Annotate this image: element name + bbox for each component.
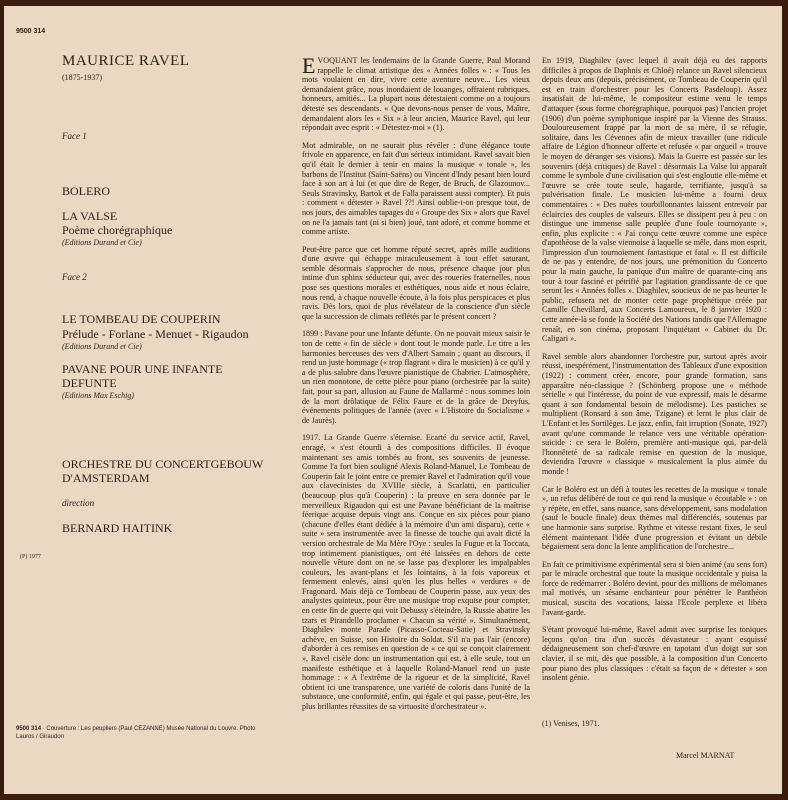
footer-code: 9500 314 [16,726,42,732]
author-signature: Marcel MARNAT [676,751,735,760]
article-paragraph: Car le Boléro est un défi à toutes les recettes de la musique « tonale », un refus délibéré de tout ce qui rend la musique « écoutable » : on y répète, en effet, sans nuance, sans développement, sans modulation (sauf le boucle finale) deux thèmes mal différenciés, soutenus par une harmonie sans surprise. Rythme et vitesse restant fixes, le seul élément maintenant l'idée d'une progression et évitant un débile bégaiement sera donc la lente amplification de l'orchestre... [542,484,767,552]
article-paragraph: VOQUANT les lendemains de la Grande Guerre, Paul Morand rappelle le climat artistique des « Années folles » : « Tous les mots voulaient en dire, vivre cette aventure neuve... Les vieux demandaient grâce, nous inondaient de louanges, offraient rubriques, honneurs, amitiés... La plupart nous détestaient comme on a toujours détesté ses descendants. « Que devons-nous penser de vous, Maître, demandaient alors les « Six » à leur ancien, Maurice Ravel, qui leur répondait avec esprit : « Détestez-moi » (1). [302,56,530,133]
dropcap: E [302,53,316,78]
article-paragraph: En fait ce primitivisme expérimental sera si bien animé (au sens fort) par le miracle orchestral que toute la musique occidentale y puisa la force de redémarrer : Boléro devint, pour des millions de mélomanes mal motivés, un sésame enchanteur pour pénétrer le Panthéon musical, suscita des vocations, laissa l'Ecole perplexe et libéra l'avant-garde. [542,559,767,617]
face1-work-lavalse: LA VALSE [62,209,118,223]
phonogram-notice: (P) 1977 [20,554,41,560]
composer-dates: (1875-1937) [62,73,102,82]
face1-work-bolero: BOLERO [62,184,110,198]
article-column-1 [302,53,530,720]
face2-work-pavane-line1: PAVANE POUR UNE INFANTE [62,362,223,376]
face2-edition1: (Editions Durand et Cie) [62,342,142,351]
face2-work-pavane-line2: DEFUNTE [62,376,117,390]
face2-label: Face 2 [62,272,87,282]
article-paragraph: Mot admirable, on ne saurait plus révéler : d'une élégance toute frivole en apparence, en fait d'un sérieux intimidant. Ravel savait bien qu'il était le dernier à tenir en mains la musique « tonale », les barbons de l'Institut (Saint-Saëns) ou Vincent d'Indy pesant bien lourd face à son art à lui (et que dire de Reger, de Bruch, de Glazounov... Seuls Stravinsky, Bartok et de Falla paraissent aussi compter). Et puis : comment « détester » Ravel ??! Ainsi oublie-t-on presque tout, de nos jours, des aimables tapages du « Groupe des Six » alors que Ravel on ne l'a jamais tant (ni si bien) joué, tant adoré, et comme homme et comme artiste. [302,140,530,237]
orchestra-line2: D'AMSTERDAM [62,471,150,485]
article-paragraph: 1899 : Pavane pour une Infante défunte. On ne pouvait mieux saisir le ton de cette « fin de siècle » dont tout le monde parle. Le titre a les harmonies berceuses des vers d'Albert Samain ; quant au discours, il rend un juste hommage (« trop flagrant » dira le musicien) à ce qu'il y a de plus salubre dans l'œuvre pianistique de Chabrier. L'atmosphère, un rien monotone, de cette pièce pour piano (orchestrée par la suite) fait, pour sa part, allusion au Faune de Mallarmé : nous sommes loin de la mort drôlatique de Félix Faure et de la grâce de Dreyfus, événements politiques de l'année (avec « L'Histoire du Socialisme » de Jaurès). [302,329,530,425]
face2-edition2: (Editions Max Eschig) [62,391,134,400]
face2-work-movements: Prélude - Forlane - Menuet - Rigaudon [62,327,249,341]
article-paragraph: Ravel semble alors abandonner l'orchestre pur, surtout après avoir réussi, inespérément, l'instrumentation des Tableaux d'une exposition (1922) : comment créer, encore, pour grande formation, sans apparaître néo-classique ? (Schönberg propose une « méthode sérielle » qui l'intéresse, du point de vue expressif, mais le désarme quant à son fondamental besoin de mélodisme). Les pastiches se multiplient (Ronsard à son âme, Tzigane) et lernt le plus clair de L'Enfant et les Sortilèges. Le jazz, enfin, fait irruption (Sonate, 1927) avant qu'une commande le relance vers une véritable opération-suicide : ce sera le Boléro, première anti-musique qui, par-delà l'honnêteté de sa radicale remise en question de la musique, deviendra l'œuvre « classique » musicalement la plus aimée du monde ! [542,351,767,476]
face1-edition: (Editions Durand et Cie) [62,238,142,247]
face1-label: Face 1 [62,131,87,141]
article-column-2 [542,56,767,691]
article-paragraph: 1917. La Grande Guerre s'éternise. Ecarté du service actif, Ravel, enragé, « s'est étourdi à des compositions difficiles. Il évoque maintenant ses amis tombés au front, ses souvenirs de jeunesse. Comme l'a fort bien souligné Alexis Roland-Manuel, Le Tombeau de Couperin fait le joint entre ce premier Ravel et l'admiration qu'il voue aux clavecinistes du XVIIIe siècle, à Scarlatti, en particulier (beaucoup plus qu'à Couperin) : la preuve en sera donnée par le merveilleux Rigaudon qui est une Pavane bénéficiant de la maîtrise féerique acquise depuis vingt ans. Conçue en six pièces pour piano (chacune d'elles étant dédiée à la mémoire d'un ami disparu), cette « suite » sera instrumentée avec la finesse de touche qui avait dicté la version orchestrale de Ma Mère l'Oye : seules la Fugue et la Toccata, trop intimement pianistiques, ont été laissées en dehors de cette nouvelle vêture dont on ne se lasse pas d'explorer les impalpables couleurs, les avant-plans et les lointains, à la fois vaporeux et fermement enlevés, ainsi qu'en les plus belles « verdures » de Fragonard. Mais déjà ce Tombeau de Couperin passe, aux yeux des analystes quinteux, pour être une musique trop exquise pour compter, en cette fin de guerre qui voit Debussy s'éteindre, la Russie abattre les tzars et Pirandello proclamer « Chacun sa vérité ». Simultanément, Diaghilev monte Parade (Picasso-Cocteau-Satie) et Stravinsky achève, en Suisse, son Histoire du Soldat. S'il n'a pas l'air (encore) d'aborder à ces remises en question de « ce qui se conçoit clairement », Ravel cisèle donc un instrumentation qui est, à elle seule, tout un manifeste esthétique et à laquelle Roland-Manuel rend un juste hommage : « A l'extrême de la rigueur et de la simplicité, Ravel obtient ici une transparence, une variété de coloris dans l'unité de la substance, une conformité, enfin, qui égale et qui passe, peut-être, les plus brillantes réussites de sa virtuosité d'orchestrateur ». [302,433,530,711]
catalog-number: 9500 314 [16,28,46,35]
face2-work-tombeau: LE TOMBEAU DE COUPERIN [62,312,221,326]
record-sleeve-back [4,6,782,794]
orchestra-line1: ORCHESTRE DU CONCERTGEBOUW [62,457,264,471]
article-paragraph: S'étant provoqué lui-même, Ravel admit avec surprise les toniques leçons qu'on tira d'un succès dévastateur : ayant esquissé dédaigneusement son chef-d'œuvre en tapotant d'un doigt sur son clavier, il se mit, dès que possible, à la composition d'un Concerto pour piano des plus classiques : c'était sa façon de « détester » son insolent génie. [542,625,767,683]
article-paragraph: Peut-être parce que cet homme réputé secret, après mille auditions d'une œuvre qui échappe miraculeusement à tout effet saturant, semble désormais s'approcher de nous, présence chaque jour plus intime d'un sphinx séducteur qui, avec des roueries fraternelles, nous pose ses questions morales et esthétiques, nous aide et nous éclaire, nous rend, à chaque nouvelle écoute, à la fois plus perspicaces et plus ravis. Dès lors, quoi de plus révélateur de la conscience d'un siècle que la succession de climats reflétés par le présent concert ? [302,244,530,321]
footnote: (1) Venises, 1971. [542,719,600,728]
conductor-name: BERNARD HAITINK [62,521,173,535]
composer-name: MAURICE RAVEL [62,53,190,69]
footer-text: · Couverture : Les peupliers (Paul CEZANNE) Musée National du Louvre. Photo Lauros / Giraudon [16,726,256,740]
direction-label: direction [62,498,95,508]
article-paragraph: En 1919, Diaghilev (avec lequel il avait déjà eu des rapports difficiles à propos de Daphnis et Chloé) relance un Ravel silencieux depuis deux ans (depuis, précisément, ce Tombeau de Couperin qu'il est en train d'orchestrer pour les Concerts Pasdeloup). Assez insatisfait de lui-même, le compositeur estime venu le temps d'attaquer (sous forme chorégraphique, pourquoi pas) l'ancien projet (1906) d'un poème symphonique inspiré par la Vienne des Strauss. Douloureusement frappé par la mort de sa mère, il se réfugie, solitaire, dans les Cévennes afin de mieux travailler (une ridicule affaire de Légion d'honneur offerte et refusée « par orgueil » trouve le moyen de déranger ses visions). Mais la Guerre est passée sur les souvenirs (déjà critiques) de Ravel : désormais La Valse lui apparaît comme le symbole d'une civilisation qui s'est engloutie elle-même et l'œuvre se crée toute seule, hagarde, terrifiante, jusqu'à sa pulvérisation finale. Le musicien lui-même a fourni deux commentaires : « Des nuées tourbillonnantes laissent entrevoir par éclaircies des couples de valseurs. Elles se dissipent peu à peu : on distingue une immense salle peuplée d'une foule tournoyante », enfin, plus explicite : « J'ai conçu cette œuvre comme une espèce d'apothéose de la valse viennoise à laquelle se mêle, dans mon esprit, l'impression d'un tournoiement fantastique et fatal ». Il est difficile de ne pas y entendre, de nos jours, une prémonition du Concerto pour la main gauche, la panique d'un maître de quarante-cinq ans tour à tour fasciné et pétrifié par l'agitation grandissante de ce que seront les « Années folles ». Diaghilev, soucieux de ne pas heurter le public, refusera net de monter cette page prophétique créée par Camille Chevillard, aux Concerts Lamoureux, le 8 janvier 1920 : cette année-là se fonde la Société des Nations tandis que l'Allemagne renaît, en son cinéma, proposant l'inquiétant « Cabinet du Dr. Caligari ». [542,56,767,344]
face1-work-lavalse-subtitle: Poème chorégraphique [62,223,173,237]
footer-credits [16,726,256,741]
